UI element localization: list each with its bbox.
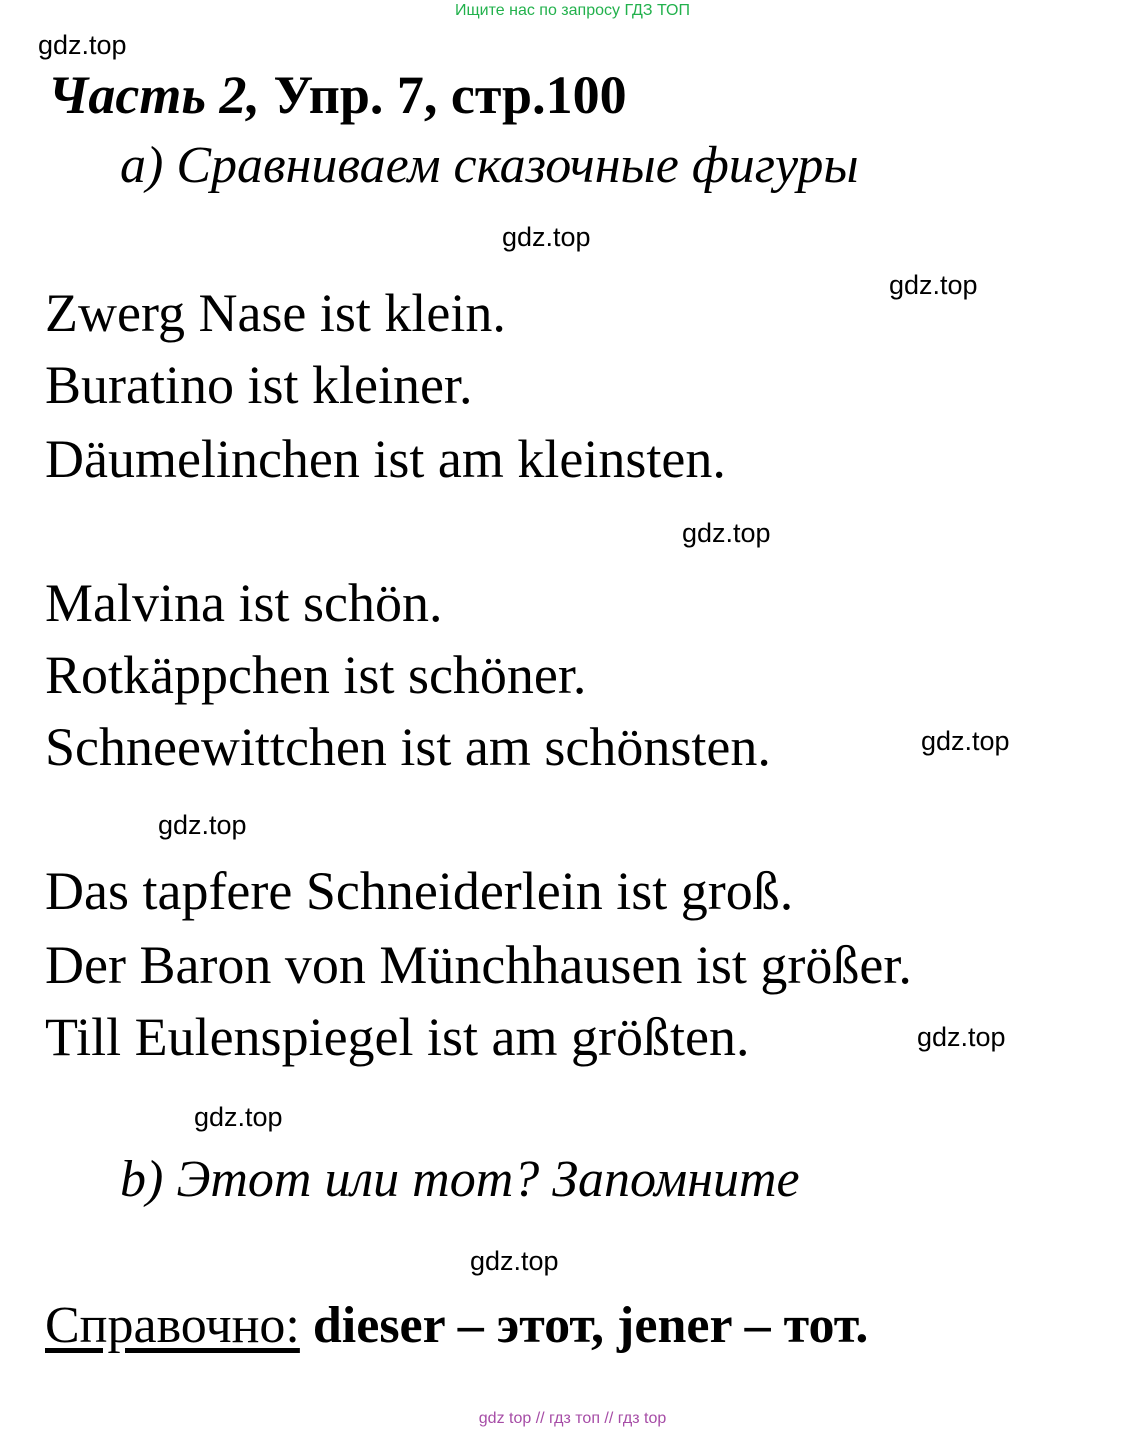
section-a-heading: a) Сравниваем сказочные фигуры	[120, 137, 859, 194]
sentence: Zwerg Nase ist klein.	[45, 283, 506, 343]
page-title-part: Часть 2,	[48, 65, 261, 125]
reference-label: Справочно:	[45, 1297, 300, 1354]
sentence: Däumelinchen ist am kleinsten.	[45, 429, 726, 489]
watermark: gdz.top	[158, 810, 247, 840]
footer-links: gdz top // гдз топ // гдз top	[478, 1410, 667, 1427]
watermark: gdz.top	[917, 1022, 1006, 1052]
watermark: gdz.top	[921, 726, 1010, 756]
sentence: Der Baron von Münchhausen ist größer.	[45, 935, 912, 995]
sentence: Das tapfere Schneiderlein ist groß.	[45, 861, 794, 921]
watermark: gdz.top	[38, 30, 127, 60]
page-title	[48, 64, 627, 126]
sentence: Buratino ist kleiner.	[45, 355, 473, 415]
section-b-heading: b) Этот или тот? Запомните	[120, 1151, 800, 1208]
reference-text: dieser – этот, jener – тот.	[312, 1297, 869, 1354]
watermark: gdz.top	[889, 270, 978, 300]
watermark: gdz.top	[502, 222, 591, 252]
watermark: gdz.top	[194, 1102, 283, 1132]
sentence: Malvina ist schön.	[45, 573, 443, 633]
watermark: gdz.top	[682, 518, 771, 548]
page-title-exercise: Упр. 7, стр.100	[273, 65, 627, 125]
top-banner: Ищите нас по запросу ГДЗ ТОП	[455, 2, 690, 19]
sentence: Schneewittchen ist am schönsten.	[45, 717, 771, 777]
sentence: Till Eulenspiegel ist am größten.	[45, 1007, 750, 1067]
reference-note	[45, 1296, 868, 1355]
sentence: Rotkäppchen ist schöner.	[45, 645, 587, 705]
watermark: gdz.top	[470, 1246, 559, 1276]
